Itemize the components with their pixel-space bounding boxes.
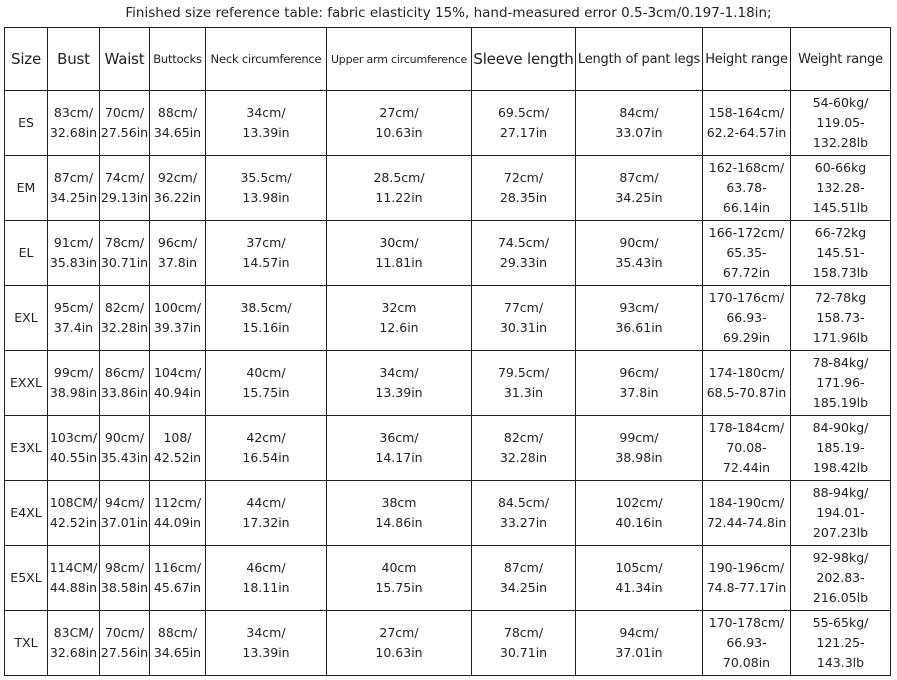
buttocks-cell: 116cm/ 45.67in — [150, 546, 206, 611]
buttocks-cell: 92cm/ 36.22in — [150, 156, 206, 221]
waist-cell: 98cm/ 38.58in — [100, 546, 150, 611]
bust-cell: 108CM/ 42.52in — [48, 481, 100, 546]
buttocks-cell: 104cm/ 40.94in — [150, 351, 206, 416]
weight-cell: 54-60kg/ 119.05- 132.28lb — [791, 91, 891, 156]
table-row — [5, 221, 891, 286]
height-cell: 170-178cm/ 66.93- 70.08in — [703, 611, 791, 676]
bust-cell: 114CM/ 44.88in — [48, 546, 100, 611]
header-height-range: Height range — [703, 28, 791, 91]
sleeve-cell: 72cm/ 28.35in — [472, 156, 576, 221]
waist-cell: 86cm/ 33.86in — [100, 351, 150, 416]
height-cell: 184-190cm/ 72.44-74.8in — [703, 481, 791, 546]
header-neck-circumference: Neck circumference — [206, 28, 327, 91]
height-cell: 166-172cm/ 65.35- 67.72in — [703, 221, 791, 286]
buttocks-cell: 88cm/ 34.65in — [150, 611, 206, 676]
table-row — [5, 546, 891, 611]
table-caption: Finished size reference table: fabric elasticity 15%, hand-measured error 0.5-3cm/0.197-1.18in; — [125, 5, 772, 21]
sleeve-cell: 74.5cm/ 29.33in — [472, 221, 576, 286]
header-waist: Waist — [100, 28, 150, 91]
header-size: Size — [5, 28, 48, 91]
waist-cell: 94cm/ 37.01in — [100, 481, 150, 546]
pant-leg-cell: 93cm/ 36.61in — [576, 286, 703, 351]
waist-cell: 82cm/ 32.28in — [100, 286, 150, 351]
weight-cell: 78-84kg/ 171.96- 185.19lb — [791, 351, 891, 416]
table-row — [5, 351, 891, 416]
buttocks-cell: 88cm/ 34.65in — [150, 91, 206, 156]
table-row — [5, 416, 891, 481]
weight-cell: 92-98kg/ 202.83- 216.05lb — [791, 546, 891, 611]
size-cell: TXL — [5, 611, 48, 676]
header-pant-leg-length: Length of pant legs — [576, 28, 703, 91]
neck-cell: 37cm/ 14.57in — [206, 221, 327, 286]
pant-leg-cell: 87cm/ 34.25in — [576, 156, 703, 221]
size-cell: EL — [5, 221, 48, 286]
height-cell: 158-164cm/ 62.2-64.57in — [703, 91, 791, 156]
size-cell: ES — [5, 91, 48, 156]
size-cell: E3XL — [5, 416, 48, 481]
header-upper-arm-circumference: Upper arm circumference — [327, 28, 472, 91]
sleeve-cell: 69.5cm/ 27.17in — [472, 91, 576, 156]
neck-cell: 34cm/ 13.39in — [206, 611, 327, 676]
neck-cell: 35.5cm/ 13.98in — [206, 156, 327, 221]
upper-arm-cell: 34cm/ 13.39in — [327, 351, 472, 416]
buttocks-cell: 112cm/ 44.09in — [150, 481, 206, 546]
upper-arm-cell: 32cm 12.6in — [327, 286, 472, 351]
pant-leg-cell: 96cm/ 37.8in — [576, 351, 703, 416]
height-cell: 178-184cm/ 70.08- 72.44in — [703, 416, 791, 481]
height-cell: 174-180cm/ 68.5-70.87in — [703, 351, 791, 416]
sleeve-cell: 87cm/ 34.25in — [472, 546, 576, 611]
height-cell: 190-196cm/ 74.8-77.17in — [703, 546, 791, 611]
buttocks-cell: 108/ 42.52in — [150, 416, 206, 481]
bust-cell: 103cm/ 40.55in — [48, 416, 100, 481]
waist-cell: 70cm/ 27.56in — [100, 91, 150, 156]
buttocks-cell: 100cm/ 39.37in — [150, 286, 206, 351]
neck-cell: 42cm/ 16.54in — [206, 416, 327, 481]
neck-cell: 38.5cm/ 15.16in — [206, 286, 327, 351]
height-cell: 162-168cm/ 63.78- 66.14in — [703, 156, 791, 221]
bust-cell: 83cm/ 32.68in — [48, 91, 100, 156]
size-cell: EM — [5, 156, 48, 221]
pant-leg-cell: 84cm/ 33.07in — [576, 91, 703, 156]
table-row — [5, 91, 891, 156]
bust-cell: 87cm/ 34.25in — [48, 156, 100, 221]
weight-cell: 60-66kg 132.28- 145.51lb — [791, 156, 891, 221]
neck-cell: 44cm/ 17.32in — [206, 481, 327, 546]
buttocks-cell: 96cm/ 37.8in — [150, 221, 206, 286]
sleeve-cell: 79.5cm/ 31.3in — [472, 351, 576, 416]
sleeve-cell: 84.5cm/ 33.27in — [472, 481, 576, 546]
waist-cell: 70cm/ 27.56in — [100, 611, 150, 676]
upper-arm-cell: 36cm/ 14.17in — [327, 416, 472, 481]
weight-cell: 66-72kg 145.51- 158.73lb — [791, 221, 891, 286]
pant-leg-cell: 105cm/ 41.34in — [576, 546, 703, 611]
bust-cell: 91cm/ 35.83in — [48, 221, 100, 286]
size-cell: EXL — [5, 286, 48, 351]
header-buttocks: Buttocks — [150, 28, 206, 91]
neck-cell: 34cm/ 13.39in — [206, 91, 327, 156]
size-cell: E4XL — [5, 481, 48, 546]
sleeve-cell: 82cm/ 32.28in — [472, 416, 576, 481]
pant-leg-cell: 102cm/ 40.16in — [576, 481, 703, 546]
height-cell: 170-176cm/ 66.93- 69.29in — [703, 286, 791, 351]
neck-cell: 46cm/ 18.11in — [206, 546, 327, 611]
pant-leg-cell: 94cm/ 37.01in — [576, 611, 703, 676]
waist-cell: 74cm/ 29.13in — [100, 156, 150, 221]
size-cell: E5XL — [5, 546, 48, 611]
weight-cell: 84-90kg/ 185.19- 198.42lb — [791, 416, 891, 481]
upper-arm-cell: 28.5cm/ 11.22in — [327, 156, 472, 221]
header-sleeve-length: Sleeve length — [472, 28, 576, 91]
sleeve-cell: 78cm/ 30.71in — [472, 611, 576, 676]
header-weight-range: Weight range — [791, 28, 891, 91]
waist-cell: 78cm/ 30.71in — [100, 221, 150, 286]
table-row — [5, 156, 891, 221]
table-row — [5, 611, 891, 676]
pant-leg-cell: 99cm/ 38.98in — [576, 416, 703, 481]
neck-cell: 40cm/ 15.75in — [206, 351, 327, 416]
size-reference-table — [4, 27, 891, 676]
table-row — [5, 286, 891, 351]
table-row — [5, 481, 891, 546]
upper-arm-cell: 27cm/ 10.63in — [327, 611, 472, 676]
upper-arm-cell: 38cm 14.86in — [327, 481, 472, 546]
size-cell: EXXL — [5, 351, 48, 416]
upper-arm-cell: 27cm/ 10.63in — [327, 91, 472, 156]
upper-arm-cell: 40cm 15.75in — [327, 546, 472, 611]
weight-cell: 55-65kg/ 121.25- 143.3lb — [791, 611, 891, 676]
header-bust: Bust — [48, 28, 100, 91]
upper-arm-cell: 30cm/ 11.81in — [327, 221, 472, 286]
pant-leg-cell: 90cm/ 35.43in — [576, 221, 703, 286]
header-row — [5, 28, 891, 91]
bust-cell: 83CM/ 32.68in — [48, 611, 100, 676]
bust-cell: 99cm/ 38.98in — [48, 351, 100, 416]
weight-cell: 72-78kg 158.73- 171.96lb — [791, 286, 891, 351]
sleeve-cell: 77cm/ 30.31in — [472, 286, 576, 351]
waist-cell: 90cm/ 35.43in — [100, 416, 150, 481]
weight-cell: 88-94kg/ 194.01- 207.23lb — [791, 481, 891, 546]
bust-cell: 95cm/ 37.4in — [48, 286, 100, 351]
